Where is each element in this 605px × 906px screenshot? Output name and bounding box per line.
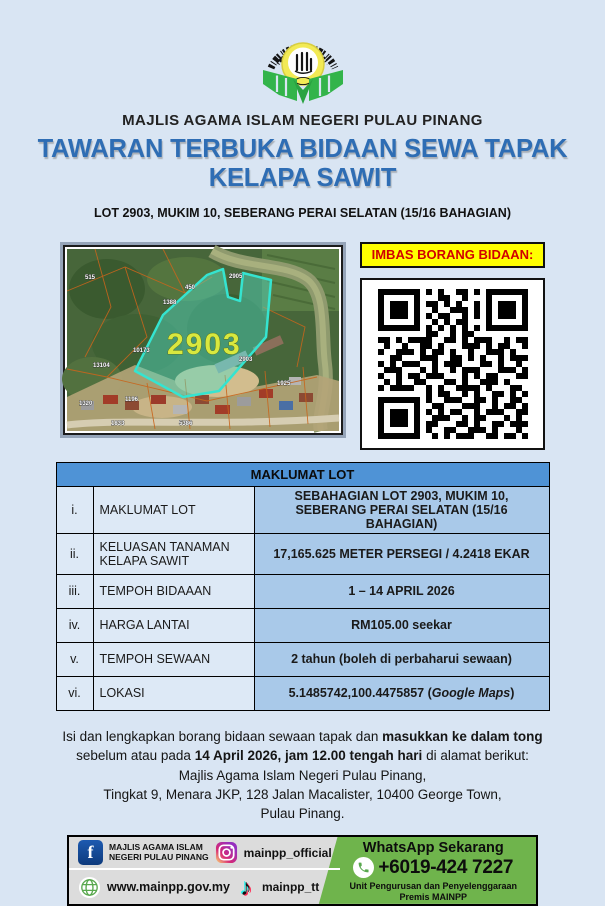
tiktok-icon xyxy=(236,874,256,901)
row-number: ii. xyxy=(56,533,93,574)
row-number: i. xyxy=(56,486,93,533)
contact-footer xyxy=(67,835,538,906)
satellite-map xyxy=(60,242,346,438)
qr-code-grid xyxy=(378,289,528,439)
table-row xyxy=(56,486,549,533)
submission-instructions: Isi dan lengkapkan borang bidaan sewaan tapak dan masukkan ke dalam tong sebelum atau pada 14 April 2026, jam 12.00 tengah hari di alamat berikut: Majlis Agama Islam Negeri Pulau Pinang, Tingkat 9, Menara JKP, 128 Jalan Macalister, 10400 George Town, Pulau Pinang. xyxy=(62,728,543,822)
row-label: TEMPOH SEWAAN xyxy=(93,642,254,676)
website-globe-icon xyxy=(78,876,101,899)
row-value: 1 – 14 APRIL 2026 xyxy=(254,574,549,608)
address-line-2: Tingkat 9, Menara JKP, 128 Jalan Macalister, 10400 George Town, xyxy=(103,786,502,802)
parcel-label: 5386 xyxy=(179,420,193,427)
satellite-map-image xyxy=(67,249,339,431)
tiktok-handle: mainpp_tt xyxy=(261,880,320,895)
table-row xyxy=(56,676,549,710)
row-number: iv. xyxy=(56,608,93,642)
table-row xyxy=(56,642,549,676)
coordinates: 5.1485742,100.4475857 ( xyxy=(288,686,432,701)
lot-number-label: 2903 xyxy=(167,327,242,361)
website-url: www.mainpp.gov.my xyxy=(107,880,230,895)
page-title xyxy=(0,135,605,193)
row-value: SEBAHAGIAN LOT 2903, MUKIM 10, SEBERANG PERAI SELATAN (15/16 BAHAGIAN) xyxy=(254,486,549,533)
row-number: vi. xyxy=(56,676,93,710)
parcel-label: 1320 xyxy=(79,400,93,407)
instagram-handle: mainpp_official xyxy=(243,845,332,860)
lot-subtitle: LOT 2903, MUKIM 10, SEBERANG PERAI SELATAN (15/16 BAHAGIAN) xyxy=(94,205,511,220)
facebook-page-name: MAJLIS AGAMA ISLAM NEGERI PULAU PINANG xyxy=(109,841,209,862)
row-number: v. xyxy=(56,642,93,676)
instagram-icon xyxy=(215,841,238,864)
scan-form-heading: IMBAS BORANG BIDAAN: xyxy=(360,242,545,268)
title-line-2: KELAPA SAWIT xyxy=(208,163,397,192)
parcel-label: 2905 xyxy=(229,273,243,280)
parcel-label: 1925 xyxy=(277,380,291,387)
table-row xyxy=(56,608,549,642)
parcel-label: 13104 xyxy=(93,362,110,369)
unit-name: Unit Pengurusan dan Penyelenggaraan Premis MAINPP xyxy=(349,880,518,902)
row-value: 2 tahun (boleh di perbaharui sewaan) xyxy=(254,642,549,676)
row-label: TEMPOH BIDAAAN xyxy=(93,574,254,608)
row-value-location: 5.1485742,100.4475857 (Google Maps) xyxy=(254,676,549,710)
title-line-1: TAWARAN TERBUKA BIDAAN SEWA TAPAK xyxy=(37,135,568,163)
whatsapp-title: WhatsApp Sekarang xyxy=(362,839,504,856)
parcel-label: 2903 xyxy=(239,356,253,363)
parcel-label: 10173 xyxy=(133,347,150,354)
row-number: iii. xyxy=(56,574,93,608)
org-name: MAJLIS AGAMA ISLAM NEGERI PULAU PINANG xyxy=(122,112,483,129)
whatsapp-phone-icon xyxy=(353,857,374,878)
mainpp-logo-icon xyxy=(253,20,353,106)
parcel-label: 1196 xyxy=(125,396,139,403)
parcel-label: 1833 xyxy=(111,420,125,427)
row-value: 17,165.625 METER PERSEGI / 4.2418 EKAR xyxy=(254,533,549,574)
address-line-1: Majlis Agama Islam Negeri Pulau Pinang, xyxy=(178,767,427,783)
row-label: LOKASI xyxy=(93,676,254,710)
lot-info-table xyxy=(56,462,550,711)
row-label: MAKLUMAT LOT xyxy=(93,486,254,533)
whatsapp-number: +6019-424 7227 xyxy=(378,856,514,878)
row-value: RM105.00 seekar xyxy=(254,608,549,642)
table-row xyxy=(56,574,549,608)
parcel-label: 450 xyxy=(185,284,196,291)
parcel-label: 1388 xyxy=(163,299,177,306)
table-header: MAKLUMAT LOT xyxy=(56,462,549,486)
qr-code xyxy=(360,278,545,450)
row-label: HARGA LANTAI xyxy=(93,608,254,642)
row-label: KELUASAN TANAMAN KELAPA SAWIT xyxy=(93,533,254,574)
table-row xyxy=(56,533,549,574)
address-line-3: Pulau Pinang. xyxy=(260,806,345,822)
parcel-label: 515 xyxy=(85,274,96,281)
facebook-icon xyxy=(78,840,103,865)
google-maps-label: Google Maps xyxy=(431,686,511,701)
